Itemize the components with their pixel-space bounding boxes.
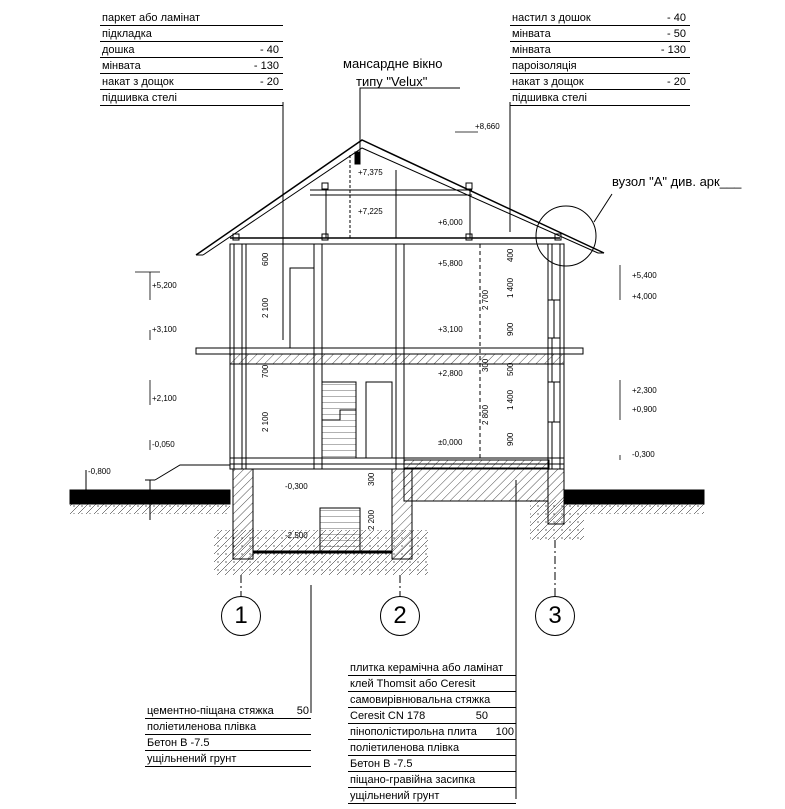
dim-500: 500 <box>506 362 515 376</box>
callout-value: 50 <box>475 710 488 722</box>
callout-text: мінвата <box>512 44 551 56</box>
level-left-n0800: -0,800 <box>88 467 111 476</box>
level-n0300: -0,300 <box>285 482 308 491</box>
callout-row <box>100 58 283 74</box>
callout-value: 50 <box>296 705 309 717</box>
callout-text: мінвата <box>102 60 141 72</box>
dim-900-b: 900 <box>506 432 515 446</box>
callout-row <box>510 26 690 42</box>
callout-text: підшивка стелі <box>512 92 587 104</box>
callout-row <box>145 735 311 751</box>
callout-row <box>510 74 690 90</box>
callout-text: накат з дощок <box>512 76 584 88</box>
callout-text: ущільнений грунт <box>147 753 237 765</box>
callout-row <box>348 724 516 740</box>
node-a-label: вузол "А" див. арк___ <box>612 174 742 189</box>
callout-row <box>510 42 690 58</box>
level-7225: +7,225 <box>358 207 383 216</box>
dim-600: 600 <box>261 252 270 266</box>
callout-value: - 130 <box>253 60 279 72</box>
callout-text: Ceresit CN 178 <box>350 710 426 722</box>
callout-value: 100 <box>495 726 514 738</box>
callout-text: дошка <box>102 44 135 56</box>
level-right-n0300: -0,300 <box>632 450 655 459</box>
level-markers <box>135 132 620 460</box>
callout-row <box>348 708 516 724</box>
interior <box>290 244 480 458</box>
axis-marker-2: 2 <box>380 596 420 636</box>
callout-text: Бетон В -7.5 <box>147 737 210 749</box>
level-right-5400: +5,400 <box>632 271 657 280</box>
callout-text: цементно-піщана стяжка <box>147 705 274 717</box>
callout-row <box>348 740 516 756</box>
callout-value: - 40 <box>260 44 279 56</box>
callout-text: мінвата <box>512 28 551 40</box>
dim-700: 700 <box>261 364 270 378</box>
level-n2500: -2,500 <box>285 531 308 540</box>
callout-row <box>145 751 311 767</box>
level-right-0900: +0,900 <box>632 405 657 414</box>
dim-2200: 2 200 <box>367 509 376 530</box>
callout-text: пароізоляція <box>512 60 577 72</box>
roof <box>196 140 604 255</box>
velux-label-line2: типу "Velux" <box>356 74 428 89</box>
callout-text: підшивка стелі <box>102 92 177 104</box>
callout-row <box>100 74 283 90</box>
callout-row <box>348 692 516 708</box>
callout-text: піщано-гравійна засипка <box>350 774 476 786</box>
axis-marker-1: 1 <box>221 596 261 636</box>
level-3100: +3,100 <box>438 325 463 334</box>
level-right-2300: +2,300 <box>632 386 657 395</box>
callout-text: поліетиленова плівка <box>147 721 257 733</box>
callout-value: - 20 <box>667 76 686 88</box>
callout-text: плитка керамічна або ламінат <box>350 662 504 674</box>
callout-value: - 20 <box>260 76 279 88</box>
callout-row <box>348 788 516 804</box>
dim-1400-a: 1 400 <box>506 277 515 298</box>
callout-row <box>100 42 283 58</box>
callout-value: - 50 <box>667 28 686 40</box>
level-left-n0050: -0,050 <box>152 440 175 449</box>
floors <box>196 348 583 469</box>
level-left-2100: +2,100 <box>152 394 177 403</box>
level-ridge: +8,660 <box>475 122 500 131</box>
level-right-4000: +4,000 <box>632 292 657 301</box>
level-6000: +6,000 <box>438 218 463 227</box>
floor-left-callout <box>145 703 311 767</box>
callout-row <box>100 26 283 42</box>
callout-text: накат з дощок <box>102 76 174 88</box>
callout-text: ущільнений грунт <box>350 790 440 802</box>
level-5800: +5,800 <box>438 259 463 268</box>
dim-2100-a: 2 100 <box>261 297 270 318</box>
callout-text: паркет або ламінат <box>102 12 201 24</box>
roof-right-callout <box>510 10 690 106</box>
callout-row <box>348 772 516 788</box>
callout-row <box>348 660 516 676</box>
callout-text: підкладка <box>102 28 152 40</box>
callout-text: настил з дошок <box>512 12 591 24</box>
axis-marker-3: 3 <box>535 596 575 636</box>
ground <box>70 465 704 520</box>
callout-value: - 40 <box>667 12 686 24</box>
callout-row <box>145 719 311 735</box>
level-left-5200: +5,200 <box>152 281 177 290</box>
dim-2100-b: 2 100 <box>261 411 270 432</box>
callout-row <box>100 10 283 26</box>
dim-2700: 2 700 <box>481 289 490 310</box>
callout-text: пінополістирольна плита <box>350 726 477 738</box>
level-left-3100: +3,100 <box>152 325 177 334</box>
dim-400: 400 <box>506 248 515 262</box>
callout-row <box>510 10 690 26</box>
dim-2800: 2 800 <box>481 404 490 425</box>
callout-row <box>348 756 516 772</box>
velux-label-line1: мансардне вікно <box>343 56 443 71</box>
floor-right-callout <box>348 660 516 804</box>
callout-row <box>510 90 690 106</box>
callout-text: самовирівнювальна стяжка <box>350 694 491 706</box>
dim-900-a: 900 <box>506 322 515 336</box>
callout-text: Бетон В -7.5 <box>350 758 413 770</box>
dim-300-a: 300 <box>481 358 490 372</box>
callout-row <box>100 90 283 106</box>
level-7375: +7,375 <box>358 168 383 177</box>
callout-row <box>348 676 516 692</box>
callout-text: клей Thomsit або Ceresit <box>350 678 476 690</box>
level-2800: +2,800 <box>438 369 463 378</box>
dim-1400-b: 1 400 <box>506 389 515 410</box>
roof-left-callout <box>100 10 283 106</box>
callout-text: поліетиленова плівка <box>350 742 460 754</box>
level-0000: ±0,000 <box>438 438 463 447</box>
callout-row <box>510 58 690 74</box>
dim-300-b: 300 <box>367 472 376 486</box>
callout-row <box>145 703 311 719</box>
callout-value: - 130 <box>660 44 686 56</box>
